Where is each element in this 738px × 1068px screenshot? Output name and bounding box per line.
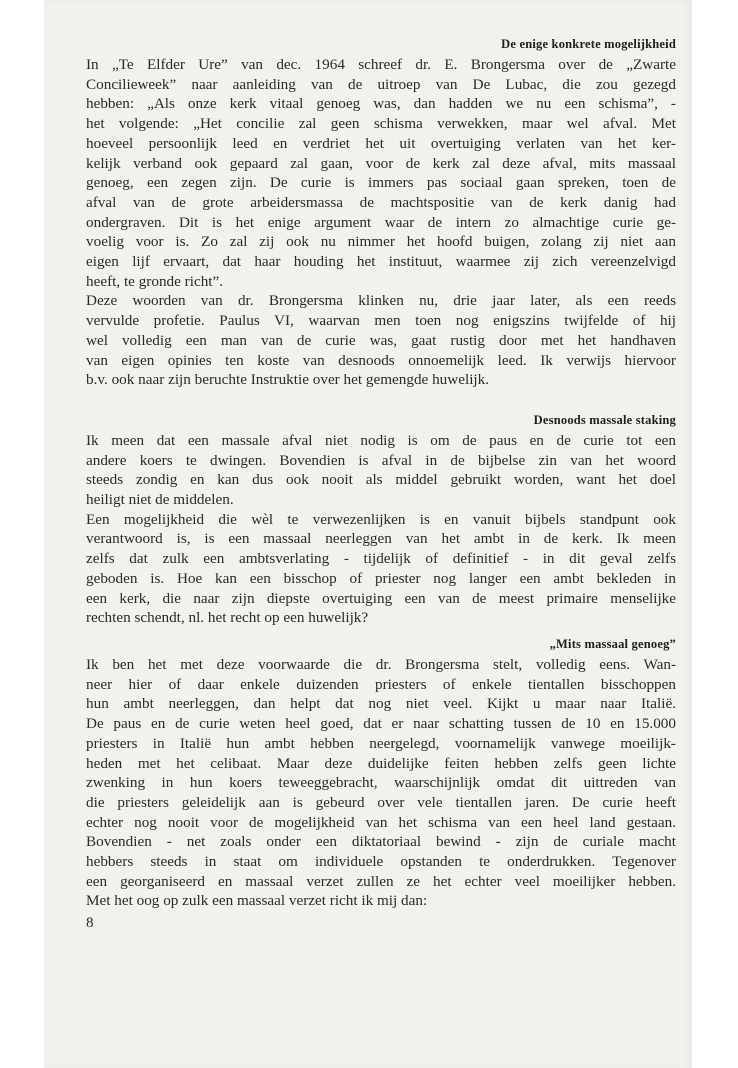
text-line: andere koers te dwingen. Bovendien is afval in de bijbelse zin van het woord <box>86 451 676 469</box>
text-line: echter nog nooit voor de mogelijkheid van het schisma van een heel land gestaan. <box>86 813 676 831</box>
paragraph <box>86 431 676 510</box>
text-line: een kerk, die naar zijn diepste overtuiging een van de meest primaire menselijke <box>86 589 676 607</box>
text-line: neer hier of daar enkele duizenden priesters of enkele tientallen bisschoppen <box>86 675 676 693</box>
text-line: van eigen opinies ten koste van desnoods onnoemelijk leed. Ik verwijs hiervoor <box>86 351 676 369</box>
text-line: Ik ben het met deze voorwaarde die dr. Brongersma stelt, volledig eens. Wan- <box>86 655 676 673</box>
text-line: Concilieweek” naar aanleiding van de uitroep van De Lubac, die zou gezegd <box>86 75 676 93</box>
text-line: geboden is. Hoe kan een bisschop of priester nog langer een ambt bekleden in <box>86 569 676 587</box>
text-line: Ik meen dat een massale afval niet nodig is om de paus en de curie tot een <box>86 431 676 449</box>
text-line: heeft, te gronde richt”. <box>86 272 224 290</box>
text-line: In „Te Elfder Ure” van dec. 1964 schreef dr. E. Brongersma over de „Zwarte <box>86 56 676 73</box>
page <box>44 0 692 1068</box>
text-line: Deze woorden van dr. Brongersma klinken nu, drie jaar later, als een reeds <box>86 292 676 310</box>
text-line: steeds zondig en kan dus ook nooit als middel gebruikt worden, want het doel <box>86 471 676 489</box>
text-line: hebbers steeds in staat om individuele opstanden te onderdrukken. Tegenover <box>86 853 676 871</box>
document-body <box>86 36 676 933</box>
text-line: een georganiseerd en massaal verzet zullen ze het echter veel moeilijker hebben. <box>86 872 676 890</box>
section-heading: Desnoods massale staking <box>533 412 676 427</box>
text-line: wel volledig een man van de curie was, gaat rustig door met het handhaven <box>86 331 676 349</box>
section-heading: „Mits massaal genoeg” <box>549 636 676 651</box>
text-line: hoeveel persoonlijk leed en verdriet het uit overtuiging verlaten van het ker- <box>86 134 676 152</box>
text-line: zwenking in hun koers teweeggebracht, waarschijnlijk omdat dit uittreden van <box>86 774 676 792</box>
paragraph <box>86 55 676 291</box>
text-line: voelig voor is. Zo zal zij ook nu nimmer het hoofd buigen, zolang zij niet aan <box>86 233 676 251</box>
text-line: die priesters geleidelijk aan is gebeurd over vele tientallen jaren. De curie heeft <box>86 793 676 811</box>
page-number: 8 <box>86 915 94 932</box>
text-line: eigen lijf ervaart, dat haar houding het instituut, waarmee zij zich vereenzelvigd <box>86 253 676 271</box>
paragraph <box>86 510 676 628</box>
text-line: Bovendien - net zoals onder een diktatoriaal bewind - zijn de curiale macht <box>86 833 676 851</box>
text-line: verantwoord is, is een massaal neerleggen van het ambt in de kerk. Ik meen <box>86 530 676 548</box>
text-line: b.v. ook naar zijn beruchte Instruktie over het gemengde huwelijk. <box>86 371 490 389</box>
text-line: vervulde profetie. Paulus VI, waarvan men toen nog enigszins twijfelde of hij <box>86 312 676 330</box>
text-line: rechten schendt, nl. het recht op een huwelijk? <box>86 609 369 627</box>
text-line: ondergraven. Dit is het enige argument waar de intern zo almachtige curie ge- <box>86 213 676 231</box>
text-line: genoeg, een zegen zijn. De curie is immers pas sociaal gaan spreken, toen de <box>86 174 676 192</box>
text-line: Met het oog op zulk een massaal verzet richt ik mij dan: <box>86 892 428 910</box>
text-line: heiligt niet de middelen. <box>86 491 234 509</box>
text-line: zelfs dat zulk een ambtsverlating - tijdelijk of definitief - in dit geval zelfs <box>86 550 676 568</box>
paragraph <box>86 655 676 911</box>
text-line: afval van de grote arbeidersmassa de machtspositie van de kerk danig had <box>86 193 676 211</box>
section-heading: De enige konkrete mogelijkheid <box>501 37 676 51</box>
text-line: hun ambt neerleggen, dan helpt dat nog niet veel. Kijkt u maar naar Italië. <box>86 695 676 713</box>
text-line: priesters in Italië hun ambt hebben neergelegd, voornamelijk vanwege moeilijk- <box>86 734 676 752</box>
text-line: heden met het celibaat. Maar deze duidelijke feiten hebben zelfs geen lichte <box>86 754 676 772</box>
text-line: Een mogelijkheid die wèl te verwezenlijken is en vanuit bijbels standpunt ook <box>86 510 676 528</box>
text-line: hebben: „Als onze kerk vitaal genoeg was, dan hadden we nu een schisma”, - <box>86 95 676 113</box>
text-line: kelijk verband ook gepaard zal gaan, voor de kerk zal deze afval, mits massaal <box>86 154 676 172</box>
text-line: het volgende: „Het concilie zal geen schisma verwekken, maar wel afval. Met <box>86 115 676 133</box>
paragraph <box>86 291 676 390</box>
text-line: De paus en de curie weten heel goed, dat er naar schatting tussen de 10 en 15.000 <box>86 715 676 733</box>
